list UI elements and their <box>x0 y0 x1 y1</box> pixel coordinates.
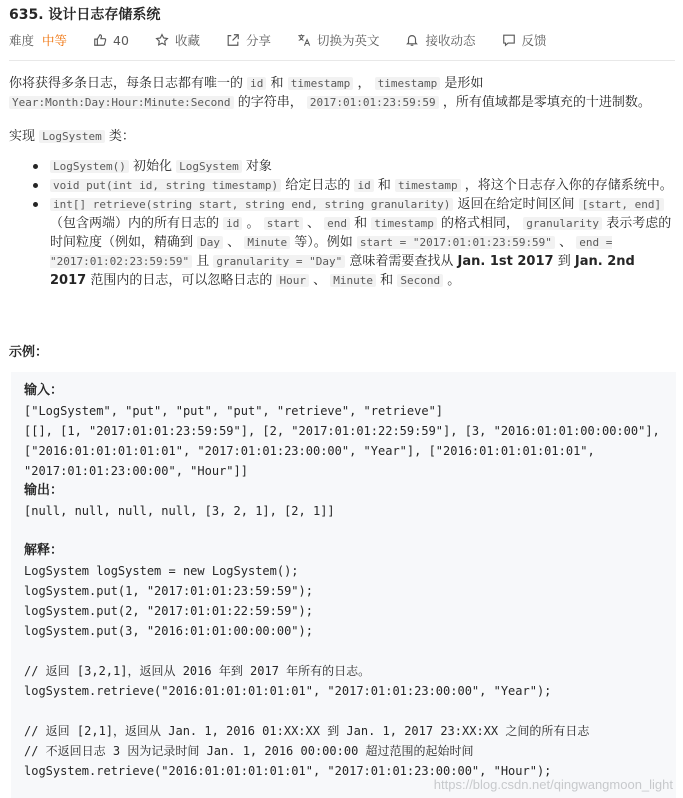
inline-code: timestamp <box>375 77 441 90</box>
input-label: 输入： <box>24 383 64 398</box>
bold-text: Jan. 1st 2017 <box>457 254 554 269</box>
share-button[interactable] <box>226 31 271 49</box>
inline-code: Minute <box>244 236 290 249</box>
desc-text: 的字符串， <box>237 95 303 110</box>
desc-text: 范围内的日志，可以忽略日志的 <box>90 273 273 288</box>
favorite-label: 收藏 <box>174 33 200 48</box>
desc-text: 、 <box>313 273 327 288</box>
thumbs-up-icon <box>93 33 107 47</box>
inline-code: void put(int id, string timestamp) <box>50 179 281 192</box>
explain-label: 解释： <box>24 543 64 558</box>
example-heading: 示例： <box>9 345 49 360</box>
inline-code: start = "2017:01:01:23:59:59" <box>357 236 555 249</box>
desc-text: 是形如 <box>444 76 484 91</box>
share-label: 分享 <box>245 33 271 48</box>
inline-code: LogSystem <box>39 130 105 143</box>
inline-code: timestamp <box>371 217 437 230</box>
bullet-dot <box>33 164 38 169</box>
desc-text: 和 <box>380 273 394 288</box>
implement-heading <box>9 127 135 146</box>
code-line: logSystem.put(1, "2017:01:01:23:59:59"); <box>24 584 313 598</box>
inline-code: timestamp <box>288 77 354 90</box>
like-count: 40 <box>113 32 129 48</box>
inline-code: Year:Month:Day:Hour:Minute:Second <box>9 96 234 109</box>
share-icon <box>226 33 240 47</box>
blank-line <box>24 521 663 541</box>
desc-text: 和 <box>354 216 368 231</box>
code-line: logSystem.put(2, "2017:01:01:22:59:59"); <box>24 604 313 618</box>
like-button[interactable] <box>93 33 129 48</box>
desc-text: 且 <box>196 254 210 269</box>
code-comment: // 不返回日志 3 因为记录时间 Jan. 1, 2016 00:00:00 超过范围的起始时间 <box>24 744 474 758</box>
desc-text: ，将这个日志存入你的存储系统中。 <box>464 178 673 193</box>
inline-code: Hour <box>276 274 309 287</box>
desc-text: 、 <box>227 235 241 250</box>
code-line: logSystem.retrieve("2016:01:01:01:01:01", "2017:01:01:23:00:00", "Year"); <box>24 684 552 698</box>
code-line: logSystem.retrieve("2016:01:01:01:01:01", "2017:01:01:23:00:00", "Hour"); <box>24 764 552 778</box>
list-item <box>26 195 674 290</box>
difficulty-label: 难度 <box>9 33 35 48</box>
bullet-dot <box>33 183 38 188</box>
translate-icon <box>297 33 311 47</box>
inline-code: granularity = "Day" <box>213 255 345 268</box>
blank-line <box>24 701 663 721</box>
list-item <box>26 157 674 176</box>
inline-code: Second <box>397 274 443 287</box>
star-icon <box>155 33 169 47</box>
problem-description <box>9 74 675 112</box>
switch-language-label: 切换为英文 <box>316 33 380 48</box>
desc-text: 。 <box>447 273 461 288</box>
difficulty-indicator <box>9 31 67 49</box>
code-line: "2017:01:01:23:00:00", "Hour"]] <box>24 464 248 478</box>
problem-toolbar <box>9 31 573 49</box>
desc-text: 和 <box>270 76 284 91</box>
inline-code: LogSystem <box>176 160 242 173</box>
desc-text: 给定日志的 <box>285 178 351 193</box>
code-line: [null, null, null, null, [3, 2, 1], [2, 1]] <box>24 504 335 518</box>
bullet-dot <box>33 202 38 207</box>
desc-text: 意味着需要查找从 <box>349 254 454 269</box>
favorite-button[interactable] <box>155 31 200 49</box>
blank-line <box>24 641 663 661</box>
desc-text: 对象 <box>245 159 272 174</box>
desc-text: 、 <box>306 216 320 231</box>
desc-text: 返回在给定时间区间 <box>457 197 575 212</box>
desc-text: （包含两端）内的所有日志的 <box>50 216 220 231</box>
inline-code: id <box>354 179 373 192</box>
desc-text: 初始化 <box>133 159 173 174</box>
notify-label: 接收动态 <box>425 33 476 48</box>
desc-text: 的格式相同， <box>441 216 520 231</box>
example-code-block <box>11 372 676 798</box>
desc-text: 你将获得多条日志，每条日志都有唯一的 <box>9 76 244 91</box>
inline-code: granularity <box>523 217 602 230</box>
output-label: 输出： <box>24 483 64 498</box>
inline-code: 2017:01:01:23:59:59 <box>307 96 439 109</box>
desc-text: 、 <box>559 235 573 250</box>
divider <box>9 60 675 61</box>
bold-text: Jan. 2nd 2017 <box>50 254 635 288</box>
inline-code: start <box>264 217 303 230</box>
method-list <box>26 157 674 290</box>
code-line: ["2016:01:01:01:01:01", "2017:01:01:23:00:00", "Year"], ["2016:01:01:01:01:01", <box>24 444 595 458</box>
feedback-label: 反馈 <box>521 33 547 48</box>
desc-text: 等）。例如 <box>294 235 353 250</box>
feedback-icon <box>502 33 516 47</box>
inline-code: Minute <box>330 274 376 287</box>
description-paragraph <box>9 74 675 112</box>
code-line: logSystem.put(3, "2016:01:01:00:00:00"); <box>24 624 313 638</box>
code-comment: // 返回 [3,2,1]，返回从 2016 年到 2017 年所有的日志。 <box>24 664 371 678</box>
list-item <box>26 176 674 195</box>
inline-code: id <box>247 77 266 90</box>
inline-code: Day <box>197 236 223 249</box>
desc-text: ， <box>357 76 371 91</box>
difficulty-value: 中等 <box>42 33 68 48</box>
desc-text: 到 <box>557 254 571 269</box>
code-comment: // 返回 [2,1]，返回从 Jan. 1, 2016 01:XX:XX 到 Jan. 1, 2017 23:XX:XX 之间的所有日志 <box>24 724 590 738</box>
inline-code: [start, end] <box>579 198 664 211</box>
inline-code: id <box>223 217 242 230</box>
switch-language-button[interactable] <box>297 31 380 49</box>
code-line: ["LogSystem", "put", "put", "put", "retrieve", "retrieve"] <box>24 404 444 418</box>
desc-text: 类： <box>108 129 135 144</box>
notify-button[interactable] <box>405 31 475 49</box>
inline-code: timestamp <box>395 179 461 192</box>
problem-title: 635. 设计日志存储系统 <box>9 7 161 23</box>
desc-text: 和 <box>377 178 391 193</box>
watermark: https://blog.csdn.net/qingwangmoon_light <box>433 777 673 792</box>
inline-code: LogSystem() <box>50 160 129 173</box>
code-line: [[], [1, "2017:01:01:23:59:59"], [2, "2017:01:01:22:59:59"], [3, "2016:01:01:00:00:00"], <box>24 424 660 438</box>
inline-code: end <box>324 217 350 230</box>
desc-text: ，所有值域都是零填充的十进制数。 <box>442 95 651 110</box>
desc-text: 表示考虑的时间粒度（例如，精确到 <box>50 216 672 250</box>
desc-text: 实现 <box>9 129 36 144</box>
feedback-button[interactable] <box>502 31 547 49</box>
bell-icon <box>405 33 419 47</box>
desc-text: 。 <box>246 216 260 231</box>
inline-code: end = "2017:01:02:23:59:59" <box>50 236 613 268</box>
inline-code: int[] retrieve(string start, string end, string granularity) <box>50 198 453 211</box>
code-line: LogSystem logSystem = new LogSystem(); <box>24 564 299 578</box>
